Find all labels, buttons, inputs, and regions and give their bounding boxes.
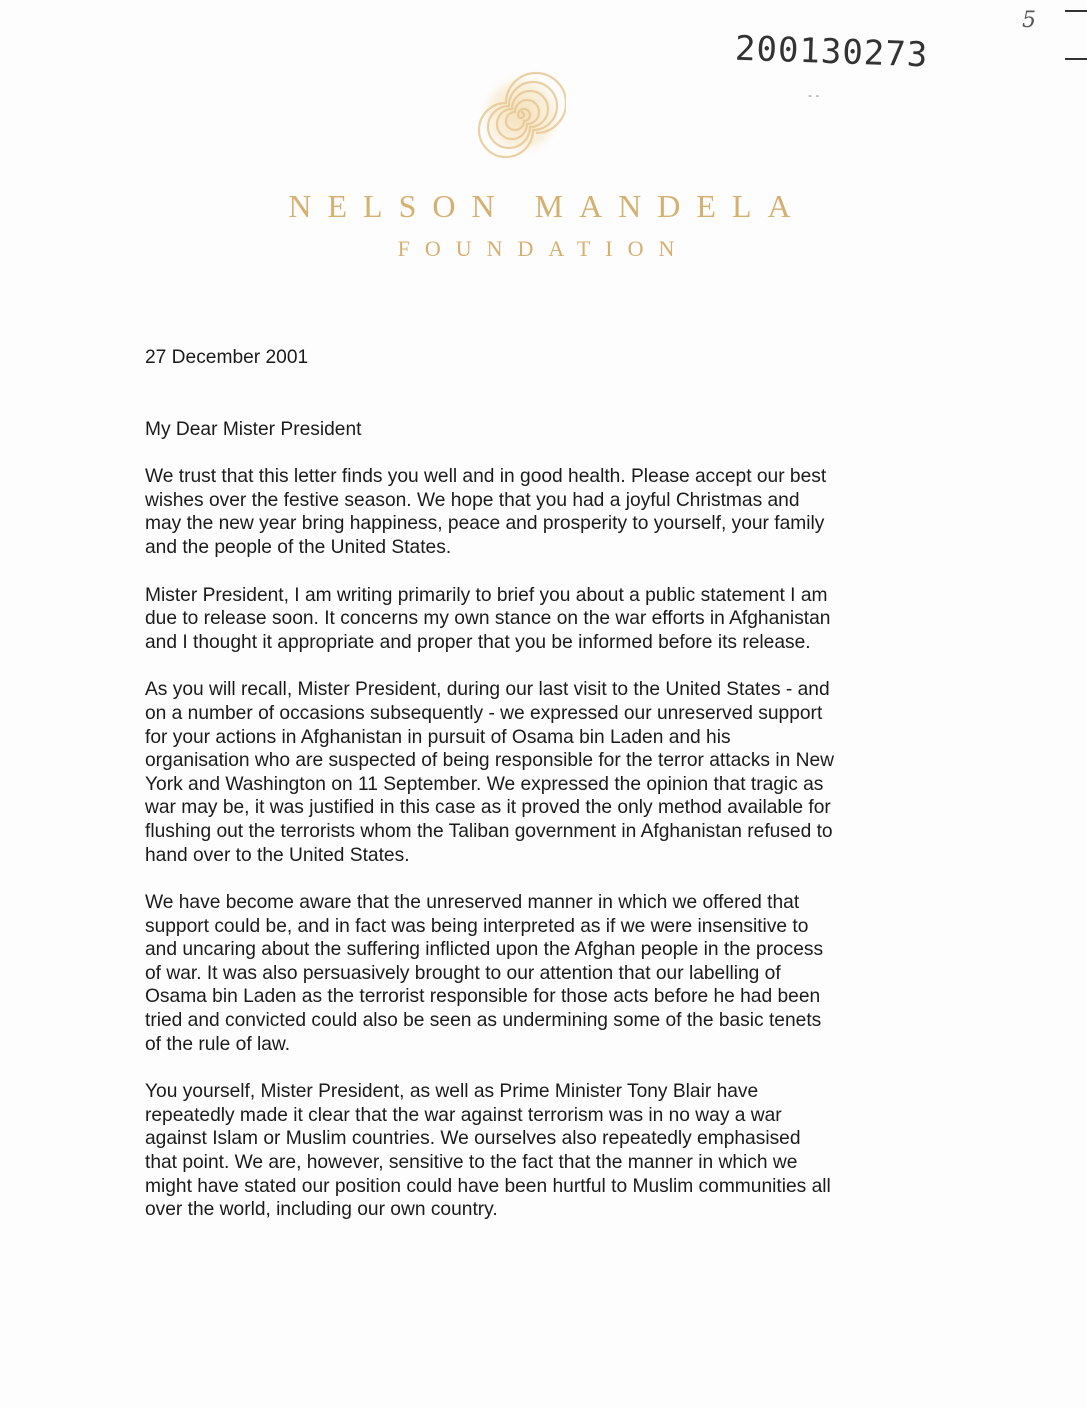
paragraph-line: We have become aware that the unreserved manner in which we offered that: [145, 892, 800, 914]
paragraph-line: tried and convicted could also be seen as undermining some of the basic tenets: [145, 1010, 822, 1032]
paragraph-line: Osama bin Laden as the terrorist responsible for those acts before he had been: [145, 986, 821, 1008]
letterhead-name: NELSON MANDELA: [288, 188, 807, 224]
letter-paragraphs: [145, 465, 925, 1222]
letter-paragraph: [145, 891, 925, 1056]
paragraph-line: over the world, including our own country.: [145, 1199, 498, 1221]
edge-mark: [1065, 10, 1087, 12]
paragraph-line: and I thought it appropriate and proper that you be informed before its release.: [145, 631, 811, 653]
paragraph-line: organisation who are suspected of being responsible for the terror attacks in New: [145, 750, 834, 772]
edge-mark: [1065, 58, 1087, 60]
paragraph-line: war may be, it was justified in this case as it proved the only method available for: [145, 797, 831, 819]
paragraph-line: York and Washington on 11 September. We expressed the opinion that tragic as: [145, 773, 824, 795]
paragraph-line: due to release soon. It concerns my own stance on the war efforts in Afghanistan: [145, 608, 831, 630]
spiral-logo-icon: [476, 70, 566, 160]
paragraph-line: Mister President, I am writing primarily to brief you about a public statement I am: [145, 584, 828, 606]
paragraph-line: for your actions in Afghanistan in pursuit of Osama bin Laden and his: [145, 726, 731, 748]
paragraph-line: We trust that this letter finds you well and in good health. Please accept our best: [145, 466, 827, 488]
paragraph-line: flushing out the terrorists whom the Taliban government in Afghanistan refused to: [145, 820, 833, 842]
letter-paragraph: [145, 1080, 925, 1222]
paragraph-line: of war. It was also persuasively brought to our attention that our labelling of: [145, 962, 781, 984]
letter-date: 27 December 2001: [145, 347, 309, 368]
letterhead-foundation: FOUNDATION: [397, 236, 690, 261]
paragraph-line: may the new year bring happiness, peace and prosperity to yourself, your family: [145, 513, 825, 535]
letter-body: [145, 346, 925, 1246]
letter-paragraph: [145, 465, 925, 559]
paragraph-line: and the people of the United States.: [145, 536, 452, 558]
paragraph-line: wishes over the festive season. We hope that you had a joyful Christmas and: [145, 489, 800, 511]
paragraph-line: repeatedly made it clear that the war against terrorism was in no way a war: [145, 1104, 782, 1126]
letter-salutation: My Dear Mister President: [145, 418, 362, 440]
paragraph-line: hand over to the United States.: [145, 844, 410, 866]
paragraph-line: You yourself, Mister President, as well as Prime Minister Tony Blair have: [145, 1081, 759, 1103]
paragraph-line: that point. We are, however, sensitive to the fact that the manner in which we: [145, 1152, 798, 1174]
letter-paragraph: [145, 678, 925, 867]
handwritten-page-number: 5: [1022, 8, 1036, 33]
paragraph-line: might have stated our position could have been hurtful to Muslim communities all: [145, 1175, 831, 1197]
paragraph-line: and uncaring about the suffering inflicted upon the Afghan people in the process: [145, 939, 824, 961]
paragraph-line: As you will recall, Mister President, during our last visit to the United States - and: [145, 679, 830, 701]
paragraph-line: of the rule of law.: [145, 1033, 291, 1055]
handwritten-dash-mark: - -: [808, 88, 820, 102]
letter-paragraph: [145, 584, 925, 655]
paragraph-line: against Islam or Muslim countries. We ourselves also repeatedly emphasised: [145, 1128, 801, 1150]
paragraph-line: support could be, and in fact was being interpreted as if we were insensitive to: [145, 915, 809, 937]
handwritten-document-number: 200130273: [734, 28, 929, 76]
paragraph-line: on a number of occasions subsequently - we expressed our unreserved support: [145, 702, 823, 724]
